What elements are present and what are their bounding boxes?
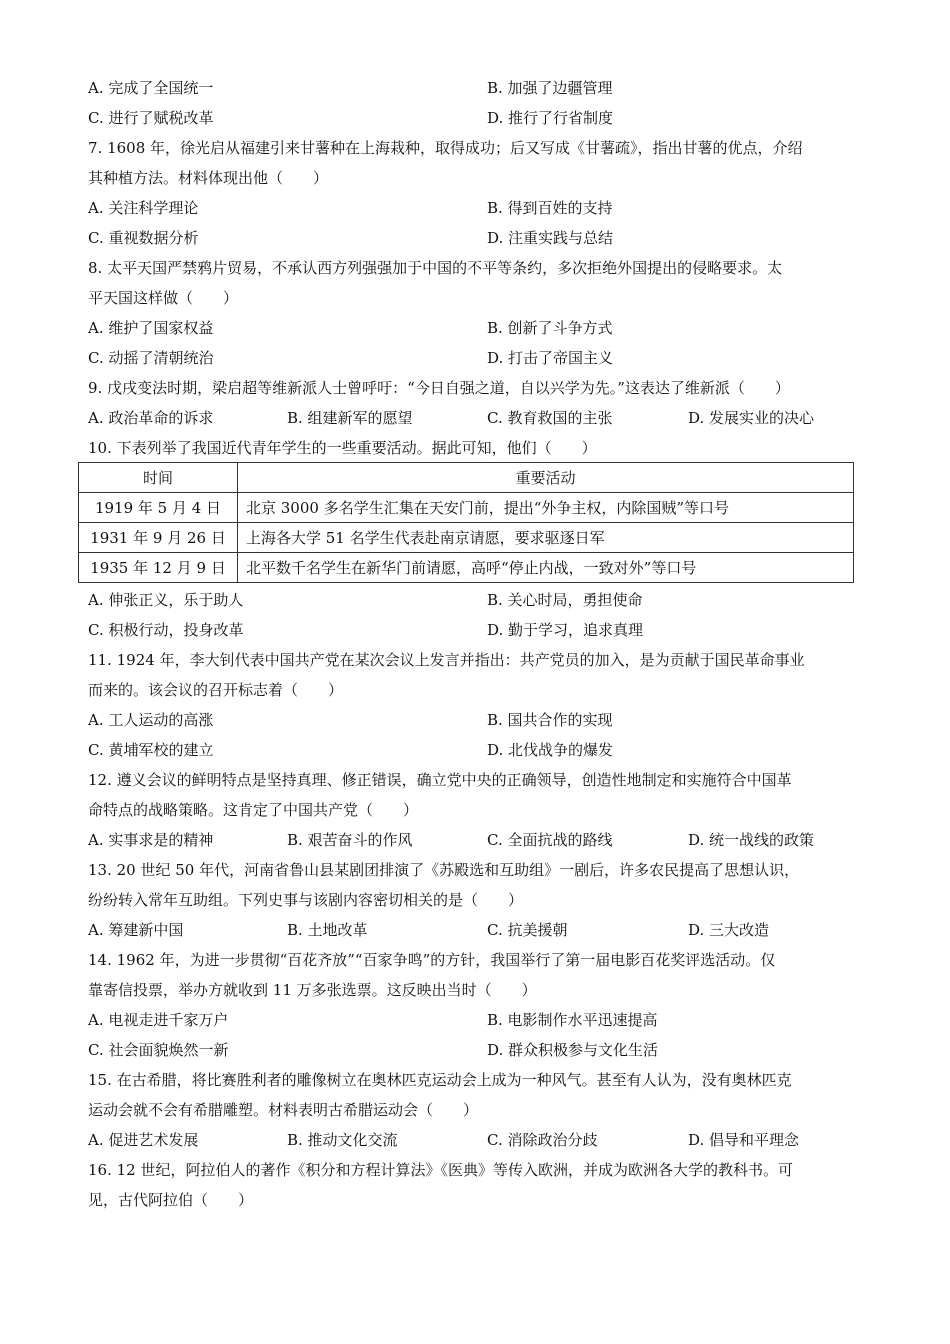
- q7-option-c: C. 重视数据分析: [88, 229, 199, 247]
- q10-activity-table: [78, 462, 854, 583]
- q8-stem-line1: 8. 太平天国严禁鸦片贸易，不承认西方列强强加于中国的不平等条约，多次拒绝外国提出的侵略要求。太: [88, 259, 783, 277]
- q6-option-b: B. 加强了边疆管理: [487, 79, 613, 97]
- q13-option-a: A. 筹建新中国: [88, 921, 184, 939]
- table-cell-date: 1919 年 5 月 4 日: [79, 493, 238, 523]
- q8-option-d: D. 打击了帝国主义: [487, 349, 614, 367]
- q12-stem-line2: 命特点的战略策略。这肯定了中国共产党（ ）: [88, 801, 419, 819]
- table-row: [79, 553, 854, 583]
- q14-option-b: B. 电影制作水平迅速提高: [487, 1011, 658, 1029]
- q15-option-d: D. 倡导和平理念: [688, 1131, 800, 1149]
- q9-option-c: C. 教育救国的主张: [487, 409, 613, 427]
- q10-option-a: A. 伸张正义，乐于助人: [88, 591, 244, 609]
- table-cell-activity: 上海各大学 51 名学生代表赴南京请愿，要求驱逐日军: [238, 523, 854, 553]
- q8-option-c: C. 动摇了清朝统治: [88, 349, 214, 367]
- q6-option-c: C. 进行了赋税改革: [88, 109, 214, 127]
- q13-stem-line2: 纷纷转入常年互助组。下列史事与该剧内容密切相关的是（ ）: [88, 891, 524, 909]
- q9-option-b: B. 组建新军的愿望: [287, 409, 413, 427]
- q12-option-c: C. 全面抗战的路线: [487, 831, 613, 849]
- q7-option-b: B. 得到百姓的支持: [487, 199, 613, 217]
- table-row: [79, 523, 854, 553]
- q14-option-a: A. 电视走进千家万户: [88, 1011, 229, 1029]
- q10-option-b: B. 关心时局，勇担使命: [487, 591, 643, 609]
- q13-option-b: B. 土地改革: [287, 921, 368, 939]
- q14-stem-line1: 14. 1962 年，为进一步贯彻“百花齐放”“百家争鸣”的方针，我国举行了第一届电影百花奖评选活动。仅: [88, 951, 776, 969]
- table-header-time: 时间: [79, 463, 238, 493]
- q6-option-d: D. 推行了行省制度: [487, 109, 614, 127]
- q16-stem-line2: 见，古代阿拉伯（ ）: [88, 1191, 254, 1209]
- q10-stem-line1: 10. 下表列举了我国近代青年学生的一些重要活动。据此可知，他们（ ）: [88, 439, 597, 457]
- table-cell-date: 1935 年 12 月 9 日: [79, 553, 238, 583]
- q11-option-a: A. 工人运动的高涨: [88, 711, 214, 729]
- table-row: [79, 493, 854, 523]
- table-cell-date: 1931 年 9 月 26 日: [79, 523, 238, 553]
- q15-stem-line1: 15. 在古希腊，将比赛胜利者的雕像树立在奥林匹克运动会上成为一种风气。甚至有人认为，没有奥林匹克: [88, 1071, 792, 1089]
- q12-option-d: D. 统一战线的政策: [688, 831, 815, 849]
- q15-option-c: C. 消除政治分歧: [487, 1131, 598, 1149]
- q14-option-c: C. 社会面貌焕然一新: [88, 1041, 229, 1059]
- q8-option-b: B. 创新了斗争方式: [487, 319, 613, 337]
- table-cell-activity: 北平数千名学生在新华门前请愿，高呼“停止内战，一致对外”等口号: [238, 553, 854, 583]
- q7-option-d: D. 注重实践与总结: [487, 229, 614, 247]
- q13-stem-line1: 13. 20 世纪 50 年代，河南省鲁山县某剧团排演了《苏殿选和互助组》一剧后，许多农民提高了思想认识，: [88, 861, 800, 879]
- q8-stem-line2: 平天国这样做（ ）: [88, 289, 239, 307]
- q12-stem-line1: 12. 遵义会议的鲜明特点是坚持真理、修正错误，确立党中央的正确领导，创造性地制定和实施符合中国革: [88, 771, 792, 789]
- q11-option-c: C. 黄埔军校的建立: [88, 741, 214, 759]
- q7-stem-line2: 其种植方法。材料体现出他（ ）: [88, 169, 329, 187]
- q10-option-c: C. 积极行动，投身改革: [88, 621, 244, 639]
- q15-option-a: A. 促进艺术发展: [88, 1131, 199, 1149]
- q7-option-a: A. 关注科学理论: [88, 199, 199, 217]
- q12-option-a: A. 实事求是的精神: [88, 831, 214, 849]
- q10-option-d: D. 勤于学习，追求真理: [487, 621, 644, 639]
- q6-option-a: A. 完成了全国统一: [88, 79, 214, 97]
- table-header-row: [79, 463, 854, 493]
- q11-stem-line2: 而来的。该会议的召开标志着（ ）: [88, 681, 344, 699]
- q9-option-a: A. 政治革命的诉求: [88, 409, 214, 427]
- q14-stem-line2: 靠寄信投票，举办方就收到 11 万多张选票。这反映出当时（ ）: [88, 981, 537, 999]
- q15-stem-line2: 运动会就不会有希腊雕塑。材料表明古希腊运动会（ ）: [88, 1101, 479, 1119]
- q16-stem-line1: 16. 12 世纪，阿拉伯人的著作《积分和方程计算法》《医典》等传入欧洲，并成为欧洲各大学的教科书。可: [88, 1161, 793, 1179]
- q13-option-d: D. 三大改造: [688, 921, 770, 939]
- q15-option-b: B. 推动文化交流: [287, 1131, 398, 1149]
- q9-stem-line1: 9. 戊戌变法时期，梁启超等维新派人士曾呼吁：“今日自强之道，自以兴学为先。”这表达了维新派（ ）: [88, 379, 790, 397]
- q11-stem-line1: 11. 1924 年，李大钊代表中国共产党在某次会议上发言并指出：共产党员的加入，是为贡献于国民革命事业: [88, 651, 805, 669]
- q7-stem-line1: 7. 1608 年，徐光启从福建引来甘薯种在上海栽种，取得成功；后又写成《甘薯疏》，指出甘薯的优点，介绍: [88, 139, 803, 157]
- q9-option-d: D. 发展实业的决心: [688, 409, 815, 427]
- q11-option-d: D. 北伐战争的爆发: [487, 741, 614, 759]
- table-cell-activity: 北京 3000 多名学生汇集在天安门前，提出“外争主权，内除国贼”等口号: [238, 493, 854, 523]
- q11-option-b: B. 国共合作的实现: [487, 711, 613, 729]
- q12-option-b: B. 艰苦奋斗的作风: [287, 831, 413, 849]
- table-header-activity: 重要活动: [238, 463, 854, 493]
- q13-option-c: C. 抗美援朝: [487, 921, 568, 939]
- q14-option-d: D. 群众积极参与文化生活: [487, 1041, 659, 1059]
- q8-option-a: A. 维护了国家权益: [88, 319, 214, 337]
